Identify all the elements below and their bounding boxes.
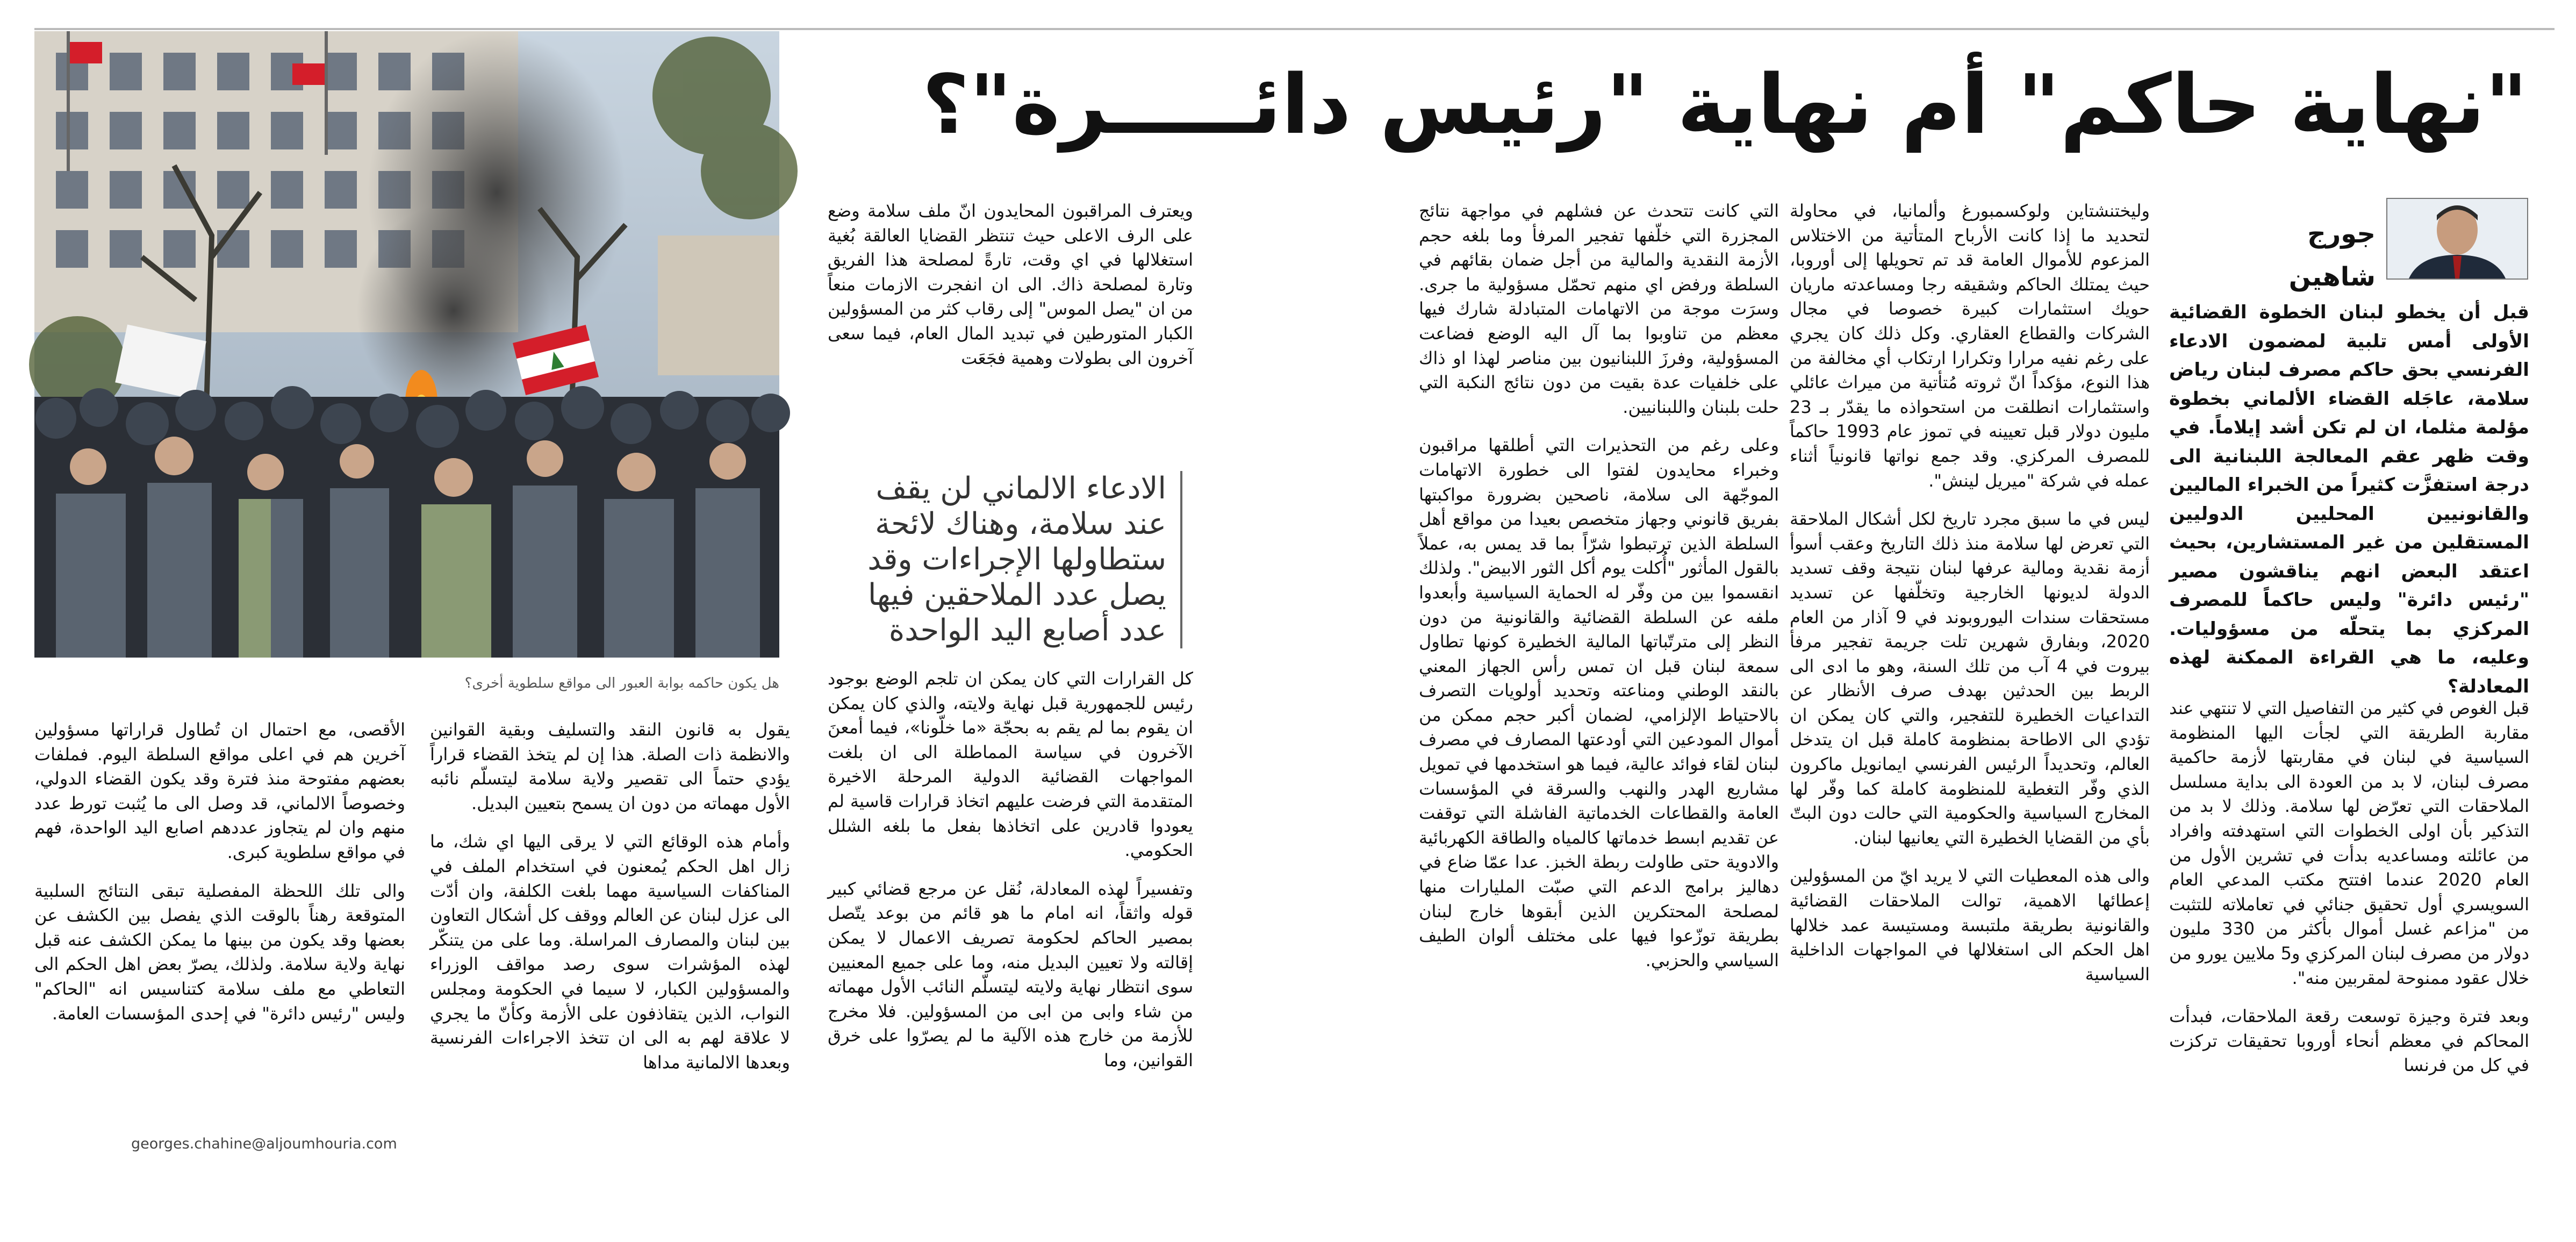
column-1-bottom [2169, 696, 2529, 1159]
author-portrait [2386, 198, 2528, 280]
lead-text: قبل أن يخطو لبنان الخطوة القضائية الأولى أمس تلبية لمضمون الادعاء الفرنسي بحق حاكم مصرف لبنان رياض سلامة، عاجَله القضاء الألماني بخطوة مؤلمة مثلما، ان لم تكن أشد إيلاماً. في وقت ظهر عقم المعالجة اللبنانية الى درجة استفزَّت كثيراً من الخبراء الماليين والقانونيين المحليين الدوليين المستقلين من غير المستشارين، بحيث اعتقد البعض انهم يناقشون مصير "رئيس دائرة" وليس حاكماً للمصرف المركزي بما يتحلّه من مسؤوليات. وعليه، ما هي القراءة الممكنة لهذه المعادلة؟ [2169, 302, 2529, 697]
paragraph: وليختنشتاين ولوكسمبورغ وألمانيا، في محاولة لتحديد ما إذا كانت الأرباح المتأتية من الاختلاس المزعوم للأموال العامة قد تم تحويلها إلى أوروبا، حيث يمتلك الحاكم وشقيقه رجا ومساعدته ماريان حويك استثمارات كبيرة خصوصا في مجال الشركات والقطاع العقاري. وكل ذلك كان يجري على رغم نفيه مرارا وتكرارا ارتكاب أي مخالفة من هذا النوع، مؤكداً انّ ثروته مُتأتية من ميراث عائلي واستثمارات انطلقت من استحواذه ما يقدّر بـ 23 مليون دولار قبل تعيينه في تموز عام 1993 حاكماً للمصرف المركزي. وقد جمع نواتها قانونياً أثناء عمله في شركة "ميريل لينش". [1790, 201, 2150, 491]
paragraph: ويعترف المراقبون المحايدون انّ ملف سلامة وضع على الرف الاعلى حيث تنتظر القضايا العالقة بُغية استغلالها في اي وقت، تارةً لمصلحة هذا الفريق وتارة لمصلحة ذاك. الى ان انفجرت الازمات منعاً من ان "يصل الموس" إلى رقاب كثر من المسؤولين الكبار المتورطين في تبديد المال العام، فيما سعى آخرون الى بطولات وهمية فجَعَت [828, 201, 1193, 368]
paragraph: التي كانت تتحدث عن فشلهم في مواجهة نتائج المجزرة التي خلّفها تفجير المرفأ وما بلغه حجم الأزمة النقدية والمالية من أجل ضمان بقائهم في السلطة ورفض اي منهم تحمّل مسؤولية ما جرى. وسرَت موجة من الاتهامات المتبادلة شارك فيها معظم من تناوبوا بما آل اليه الوضع فضاعت المسؤولية، وفرزَ اللبنانيون بين مناصر لهذا او ذاك على خلفيات عدة بقيت من دون نتائج النكبة التي حلت بلبنان واللبنانيين. [1419, 201, 1779, 417]
lead-paragraph [2169, 298, 2529, 697]
photo-caption: هل يكون حاكمه بوابة العبور الى مواقع سلطوية أخرى؟ [464, 675, 779, 691]
column-4-bottom [828, 667, 1193, 1167]
paragraph: وتفسيراً لهذه المعادلة، نُقل عن مرجع قضائي كبير قوله واثقاً، انه امام ما هو قائم من بوعد يتّصل بمصير الحاكم لحكومة تصريف الاعمال لا يمكن إقالته ولا تعيين البديل منه، وما على جميع المعنيين سوى انتظار نهاية ولايته ليتسلّم النائب الأول مهماته من شاء وابى من ابى من المسؤولين. فلا مخرج للأزمة من خارج هذه الآلية ما لم يصرّوا على خرق القوانين، وما [828, 878, 1193, 1070]
paragraph: يقول به قانون النقد والتسليف وبقية القوانين والانظمة ذات الصلة. هذا إن لم يتخذ القضاء قراراً يؤدي حتماً الى تقصير ولاية سلامة ليتسلّم نائبه الأول مهماته من دون ان يسمح بتعيين البديل. [430, 719, 790, 813]
column-3 [1419, 199, 1779, 1167]
paragraph: والى تلك اللحظة المفصلية تبقى النتائج السلبية المتوقعة رهناً بالوقت الذي يفصل بين الكشف عن بعضها وقد يكون من بينها ما يمكن الكشف عنه قبل نهاية ولاية سلامة. ولذلك، يصرّ بعض اهل الحكم الى التعاطي مع ملف سلامة كتناسيس انه "الحاكم" وليس "رئيس دائرة" في إحدى المؤسسات العامة. [34, 880, 405, 1024]
column-6 [34, 718, 405, 1126]
pull-quote: الادعاء الالماني لن يقف عند سلامة، وهناك لائحة ستطاولها الإجراءات وقد يصل عدد الملاحقين فيها عدد أصابع اليد الواحدة [828, 471, 1182, 648]
paragraph: قبل الغوص في كثير من التفاصيل التي لا تنتهي عند مقاربة الطريقة التي لجأت اليها المنظومة السياسية في لبنان في مقاربتها لأزمة حاكمية مصرف لبنان، لا بد من العودة الى بداية مسلسل الملاحقات التي تعرّض لها سلامة. وذلك لا بد من التذكير بأن اولى الخطوات التي استهدفته وافراد من عائلته ومساعديه بدأت في تشرين الأول من العام 2020 عندما افتتح مكتب المدعي العام السويسري أول تحقيق جنائي في تعاملاته للتثبت من "مزاعم غسل أموال بأكثر من 330 مليون دولار من مصرف لبنان المركزي و5 ملايين يورو من خلال عقود ممنوحة لمقربين منه". [2169, 698, 2530, 988]
author-email[interactable]: georges.chahine@aljoumhouria.com [131, 1136, 397, 1152]
paragraph: ليس في ما سبق مجرد تاريخ لكل أشكال الملاحقة التي تعرض لها سلامة منذ ذلك التاريخ وعقب أسوأ أزمة نقدية ومالية عرفها لبنان نتيجة وقف تسديد الدولة لديونها الخارجية وتخلّفها عن تسديد مستحقات سندات اليوروبوند في 9 آذار من العام 2020، وبفارق شهرين تلت جريمة تفجير مرفأ بيروت في 4 آب من تلك السنة، وهو ما ادى الى الربط بين الحدثين بهدف صرف الأنظار عن التداعيات الخطيرة للتفجير، والتي كان يمكن ان تؤدي الى الاطاحة بمنظومة كاملة قبل ان يتدخل العالم، وتحديداً الرئيس الفرنسي ايمانويل ماكرون الذي وفّر التغطية للمنظومة كاملة كما وفّر لها المخارج السياسية والحكومية التي حالت دون البتّ بأي من القضايا الخطيرة التي يعانيها لبنان. [1790, 509, 2150, 848]
column-2 [1790, 199, 2150, 1167]
top-rule [34, 28, 2555, 30]
headline: "نهاية حاكم" أم نهاية "رئيس دائـــــرة"؟ [922, 57, 2528, 152]
column-5 [430, 718, 790, 1167]
paragraph: وبعد فترة وجيزة توسعت رقعة الملاحقات، فبدأت المحاكم في معظم أنحاء أوروبا تحقيقات تركزت في كل من فرنسا [2169, 1006, 2529, 1076]
paragraph: وأمام هذه الوقائع التي لا يرقى اليها اي شك، ما زال اهل الحكم يُمعنون في استخدام الملف في المناكفات السياسية مهما بلغت الكلفة، وان أدّت الى عزل لبنان عن العالم ووقف كل أشكال التعاون بين لبنان والمصارف المراسلة. وما على من يتنكّر لهذه المؤشرات سوى رصد مواقف الوزراء والمسؤولين الكبار، لا سيما في الحكومة ومجلس النواب، الذين يتقاذفون على الأزمة وكأنّ ما يجري لا علاقة لهم به الى ان تتخذ الاجراءات الفرنسية وبعدها الالمانية مداها [430, 831, 790, 1073]
protest-photo [34, 31, 779, 658]
paragraph: وعلى رغم من التحذيرات التي أطلقها مراقبون وخبراء محايدون لفتوا الى خطورة الاتهامات الموجّهة الى سلامة، ناصحين بضرورة مواكبتها بفريق قانوني وجهاز متخصص بعيدا من مواقع أهل السلطة الذين ترتبطوا شرّاً بما قد يمس به، عملاً بالقول المأثور "أُكلت يوم أكل الثور الابيض". ولذلك انقسموا بين من وفّر له الحماية السياسية وأبعدوا ملفه عن السلطة القضائية والقانونية من دون النظر إلى مترتّباتها المالية الخطيرة كونها تطاول سمعة لبنان قبل ان تمس رأس الجهاز المعني بالنقد الوطني ومناعته وتحديد أولويات التصرف بالاحتياط الإلزامي، لضمان أكبر حجم ممكن من أموال المودعين التي أودعتها المصارف في مصرف لبنان لقاء فوائد عالية، فيما هو استخدمها في تمويل مشاريع الهدر والنهب والسرقة في المؤسسات العامة والقطاعات الخدماتية الفاشلة التي توقفت عن تقديم ابسط خدماتها كالمياه والطاقة الكهربائية والادوية حتى طاولت ربطة الخبز. عدا عمّا ضاع في دهاليز برامج الدعم التي صبّت المليارات منها لمصلحة المحتكرين الذين أبقوها خارج لبنان بطريقة توزّعوا فيها على مختلف ألوان الطيف السياسي والحزبي. [1419, 435, 1779, 970]
paragraph: الأقصى، مع احتمال ان تُطاول قراراتها مسؤولين آخرين هم في اعلى مواقع السلطة اليوم. فملفات بعضهم مفتوحة منذ فترة وقد يكون القضاء الدولي، وخصوصاً الالماني، قد وصل الى ما يُثبت تورط عدد منهم وان لم يتجاوز عددهم اصابع اليد الواحدة، فهم في مواقع سلطوية كبرى. [34, 719, 405, 862]
paragraph: والى هذه المعطيات التي لا يريد ايّ من المسؤولين إعطائها الاهمية، توالت الملاحقات القضائية والقانونية بطريقة ملتبسة ومستيسة عمد خلالها اهل الحكم الى استغلالها في المواجهات الداخلية السياسية [1790, 866, 2150, 984]
column-4-top [828, 199, 1193, 452]
author-name: جورج شاهين [2288, 219, 2376, 292]
paragraph: كل القرارات التي كان يمكن ان تلجم الوضع بوجود رئيس للجمهورية قبل نهاية ولايته، والذي كان يمكن ان يقوم بما لم يقم به بحجّة «ما خلّونا»، فيما أمعنَ الآخرون في سياسة المماطلة الى ان بلغت المواجهات القضائية الدولية المرحلة الاخيرة المتقدمة التي فرضت عليهم اتخاذ قرارات قاسية لم يعودوا قادرين على اتخاذها بفعل ما بلغه الشلل الحكومي. [828, 668, 1193, 861]
